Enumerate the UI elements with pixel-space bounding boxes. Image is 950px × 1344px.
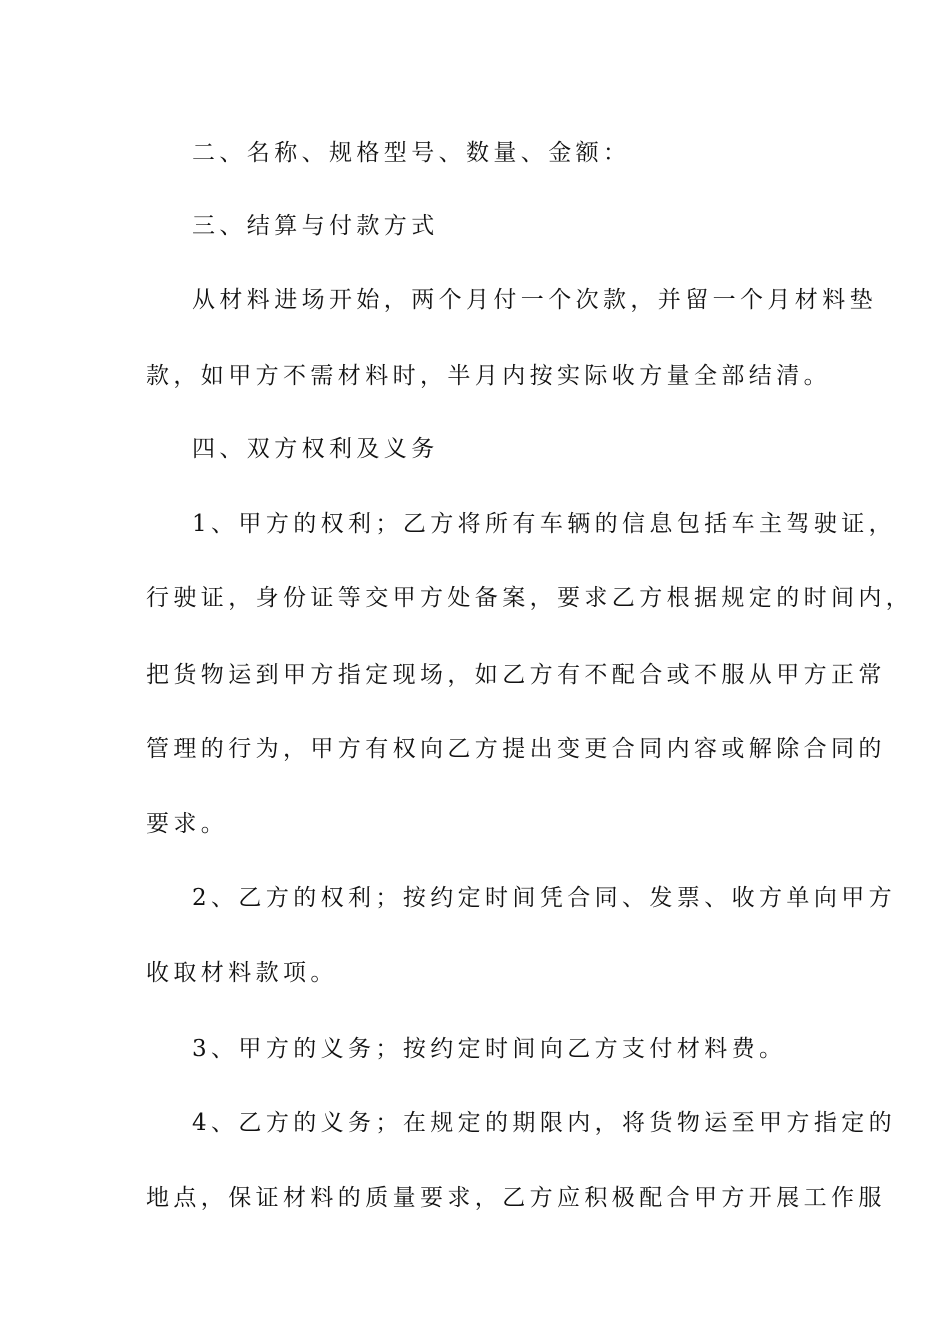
paragraph-line: 款，如甲方不需材料时，半月内按实际收方量全部结清。 [146, 363, 831, 389]
paragraph-line: 4、乙方的义务；在规定的期限内，将货物运至甲方指定的 [192, 1110, 897, 1136]
paragraph-line: 把货物运到甲方指定现场，如乙方有不配合或不服从甲方正常 [146, 662, 886, 688]
paragraph-line: 要求。 [146, 811, 229, 837]
section-heading-rights-obligations: 四、双方权利及义务 [192, 436, 439, 462]
paragraph-line: 从材料进场开始，两个月付一个次款，并留一个月材料垫 [192, 287, 877, 313]
paragraph-line: 地点，保证材料的质量要求，乙方应积极配合甲方开展工作服 [146, 1185, 886, 1211]
paragraph-line: 3、甲方的义务；按约定时间向乙方支付材料费。 [192, 1036, 787, 1062]
paragraph-line: 1、甲方的权利；乙方将所有车辆的信息包括车主驾驶证， [192, 511, 897, 537]
section-heading-settlement: 三、结算与付款方式 [192, 213, 439, 239]
paragraph-line: 2、乙方的权利；按约定时间凭合同、发票、收方单向甲方 [192, 885, 897, 911]
paragraph-line: 行驶证，身份证等交甲方处备案，要求乙方根据规定的时间内， [146, 585, 914, 611]
section-heading-name-spec: 二、名称、规格型号、数量、金额： [192, 140, 631, 166]
paragraph-line: 收取材料款项。 [146, 960, 338, 986]
paragraph-line: 管理的行为，甲方有权向乙方提出变更合同内容或解除合同的 [146, 736, 886, 762]
